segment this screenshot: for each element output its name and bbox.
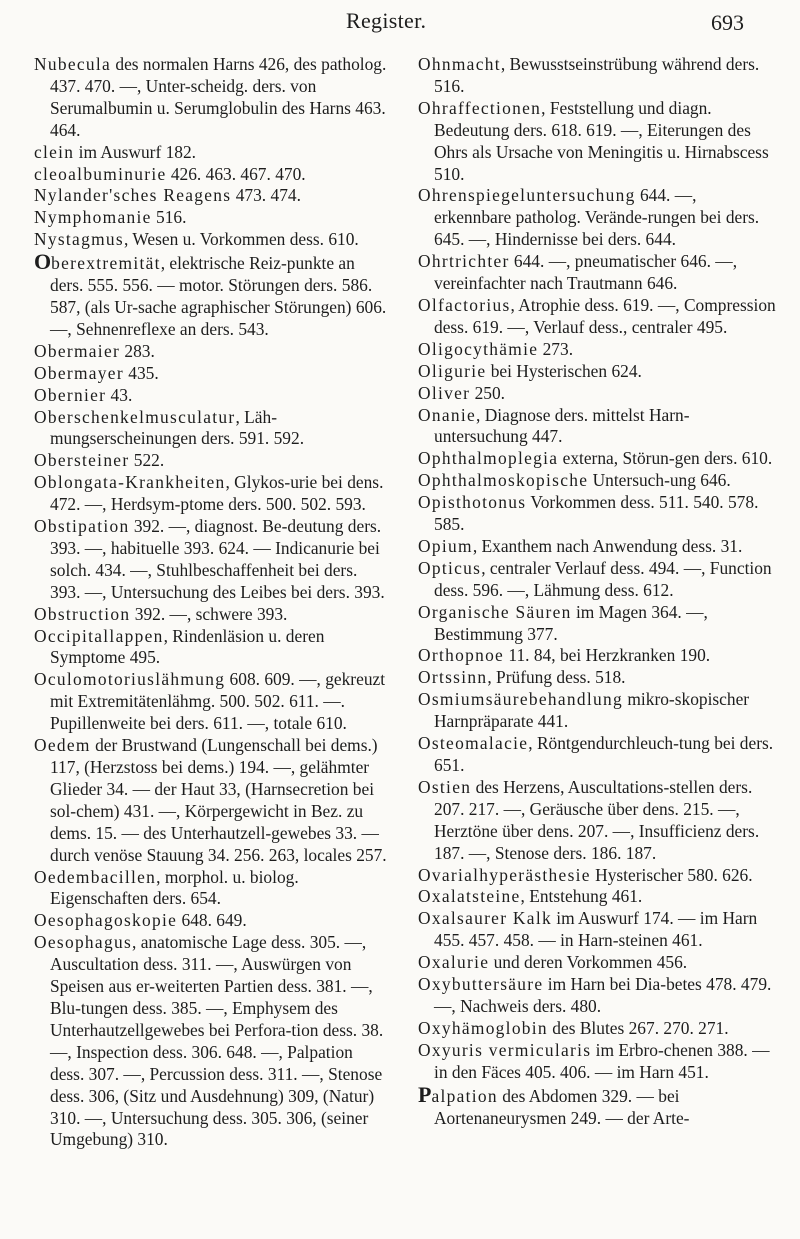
index-entry	[34, 341, 390, 363]
entry-headword: Oblongata-Krankheiten	[34, 472, 226, 493]
index-entry	[34, 735, 390, 866]
index-entry	[418, 974, 776, 1018]
entry-headword: Organische Säuren	[418, 601, 572, 622]
entry-headword: Ohrtrichter	[418, 251, 510, 272]
entry-headword: Obersteiner	[34, 450, 130, 471]
index-entry	[34, 407, 390, 451]
entry-headword: Oesophagoskopie	[34, 910, 178, 931]
entry-references: mikro-skopischer Harnpräparate 441.	[434, 689, 750, 732]
entry-references: , Wesen u. Vorkommen dess. 610.	[123, 229, 359, 250]
entry-references: des Abdomen 329. — bei Aortenaneurysmen 249. — der Arte-	[434, 1085, 690, 1128]
entry-references: der Brustwand (Lungenschall bei dems.) 117, (Herzstoss bei dems.) 194. —, gelähmter Glieder 34. — der Haut 33, (Harnsecretion bei sol-chem) 431. —, Körpergewicht in Bez. zu dems. 15. — des Unterhautzell-gewebes 33. — durch venöse Stauung 34. 256. 263, locales 257.	[50, 735, 387, 865]
entry-headword: Oxyhämoglobin	[418, 1017, 548, 1038]
entry-references: 648. 649.	[177, 910, 247, 931]
section-initial: O	[34, 249, 52, 275]
entry-headword: Nystagmus	[34, 229, 124, 250]
entry-references: , centraler Verlauf dess. 494. —, Function dess. 596. —, Lähmung dess. 612.	[434, 557, 772, 600]
index-entry	[34, 669, 390, 735]
entry-references: , Läh-mungserscheinungen ders. 591. 592.	[50, 406, 305, 449]
entry-headword: Opium	[418, 535, 473, 556]
entry-headword: Obernier	[34, 384, 107, 405]
page-header	[0, 8, 800, 48]
left-column	[34, 54, 390, 1151]
index-entry	[34, 229, 390, 251]
entry-headword: Ohraffectionen	[418, 97, 542, 118]
index-entry	[34, 251, 390, 341]
entry-headword: Oxyuris vermicularis	[418, 1039, 592, 1060]
entry-references: des normalen Harns 426, des patholog. 437. 470. —, Unter-scheidg. ders. von Serumalbumin u. Serumglobulin des Harns 463. 464.	[50, 54, 387, 140]
entry-references: 608. 609. —, gekreuzt mit Extremitätenlähmg. 500. 502. 611. —. Pupillenweite bei ders. 611. —, totale 610.	[50, 669, 386, 734]
entry-references: , Exanthem nach Anwendung dess. 31.	[472, 535, 743, 556]
entry-references: , morphol. u. biolog. Eigenschaften ders. 654.	[50, 866, 299, 909]
entry-headword: Orthopnoe	[418, 645, 505, 666]
entry-headword: Occipitallappen	[34, 625, 164, 646]
entry-references: Untersuch-ung 646.	[588, 470, 731, 491]
entry-headword: Oxalurie	[418, 952, 490, 973]
entry-headword: Ovarialhyperästhesie	[418, 864, 591, 885]
entry-headword: Ohrenspiegeluntersuchung	[418, 185, 636, 206]
entry-references: des Blutes 267. 270. 271.	[547, 1017, 729, 1038]
entry-references: 644. —, pneumatischer 646. —, vereinfachter nach Trautmann 646.	[434, 251, 738, 294]
entry-headword: Obstruction	[34, 603, 131, 624]
entry-headword: Oligurie	[418, 360, 487, 381]
entry-references: im Auswurf 174. — im Harn 455. 457. 458. — in Harn-steinen 461.	[434, 908, 758, 951]
entry-headword: Ohnmacht	[418, 54, 501, 74]
entry-references: , Diagnose ders. mittelst Harn-untersuchung 447.	[434, 404, 690, 447]
entry-references: 273.	[538, 338, 574, 359]
entry-references: , anatomische Lage dess. 305. —, Auscultation dess. 311. —, Auswürgen von Speisen aus er-weiterten Partien dess. 381. —, Blu-tungen dess. 385. —, Emphysem des Unterhautzellgewebes bei Perfora-tion dess. 38. —, Inspection dess. 306. 648. —, Palpation dess. 307. —, Percussion dess. 311. —, Stenose dess. 306, (Sitz und Ausdehnung) 309, (Natur) 310. —, Untersuchung dess. 305. 306, (seiner Umgebung) 310.	[50, 932, 384, 1150]
index-entry	[418, 361, 776, 383]
entry-references: 43.	[106, 384, 133, 405]
index-entry	[418, 645, 776, 667]
entry-headword: Opticus	[418, 557, 482, 578]
entry-headword: Ortssinn	[418, 667, 488, 688]
index-entry	[34, 910, 390, 932]
entry-headword: Obermayer	[34, 362, 124, 383]
entry-headword: Ostien	[418, 776, 472, 797]
entry-headword: Ophthalmoskopische	[418, 470, 589, 491]
index-entry	[418, 383, 776, 405]
entry-headword: Obstipation	[34, 516, 130, 537]
entry-headword: Nubecula	[34, 54, 112, 74]
entry-headword: Onanie	[418, 404, 477, 425]
entry-headword: Olfactorius	[418, 294, 511, 315]
index-entry	[418, 886, 776, 908]
entry-references: 435.	[123, 362, 159, 383]
entry-references: 283.	[120, 340, 155, 361]
entry-references: , elektrische Reiz-punkte an ders. 555. 556. — motor. Störungen ders. 586. 587, (als Ur-sache agraphischer Störungen) 606. —, Sehnenreflexe an ders. 543.	[50, 253, 387, 339]
index-entry	[418, 952, 776, 974]
entry-headword: Oedem	[34, 735, 91, 756]
entry-references: 250.	[470, 382, 506, 403]
running-title: Register.	[346, 8, 427, 33]
index-entry	[34, 626, 390, 670]
index-entry	[418, 251, 776, 295]
index-entry	[418, 908, 776, 952]
index-entry	[418, 98, 776, 186]
entry-references: Hysterischer 580. 626.	[590, 864, 753, 885]
index-entry	[34, 164, 390, 186]
index-entry	[418, 1018, 776, 1040]
index-entry	[418, 558, 776, 602]
index-entry	[34, 516, 390, 604]
entry-headword: Oxalsaurer Kalk	[418, 908, 552, 929]
entry-references: 392. —, diagnost. Be-deutung ders. 393. —, habituelle 393. 624. — Indicanurie bei solch. 434. —, Stuhlbeschaffenheit bei ders. 393. —, Untersuchung des Leibes bei ders. 393.	[50, 516, 385, 602]
index-entry	[418, 777, 776, 865]
index-entry	[418, 689, 776, 733]
entry-headword: Oligocythämie	[418, 338, 539, 359]
entry-headword: Oliver	[418, 382, 471, 403]
entry-headword: cleoalbuminurie	[34, 163, 167, 184]
index-entry	[418, 185, 776, 251]
entry-headword: Obermaier	[34, 340, 121, 361]
entry-references: des Herzens, Auscultations-stellen ders. 207. 217. —, Geräusche über dens. 215. —, Herztöne über dens. 207. —, Insufficienz ders. 187. —, Stenose ders. 186. 187.	[434, 776, 760, 863]
entry-references: bei Hysterischen 624.	[486, 360, 642, 381]
entry-headword: Osmiumsäurebehandlung	[418, 689, 624, 710]
index-entry	[418, 865, 776, 887]
index-entry	[34, 185, 390, 207]
index-entry	[418, 470, 776, 492]
index-entry	[418, 1040, 776, 1084]
entry-references: im Auswurf 182.	[74, 141, 197, 162]
page-number: 693	[711, 10, 744, 35]
entry-headword: Osteomalacie	[418, 733, 529, 754]
index-entry	[34, 363, 390, 385]
index-entry	[34, 142, 390, 164]
entry-headword: Oberschenkelmusculatur	[34, 406, 236, 427]
entry-references: , Bewusstseinstrübung während ders. 516.	[434, 54, 760, 96]
index-entry	[34, 472, 390, 516]
index-entry	[418, 1081, 776, 1130]
entry-headword: Oxalatsteine	[418, 886, 521, 907]
entry-references: 392. —, schwere 393.	[130, 603, 288, 624]
entry-references: Vorkommen dess. 511. 540. 578. 585.	[434, 492, 759, 535]
entry-references: im Magen 364. —, Bestimmung 377.	[434, 601, 708, 644]
entry-headword: Oesophagus	[34, 932, 133, 953]
entry-references: , Prüfung dess. 518.	[487, 667, 626, 688]
entry-headword: Ophthalmoplegia	[418, 448, 559, 469]
entry-headword: Nymphomanie	[34, 207, 152, 228]
entry-references: externa, Störun-gen ders. 610.	[558, 448, 773, 469]
entry-headword: Opisthotonus	[418, 492, 527, 513]
entry-headword: berextremität	[51, 253, 161, 274]
index-entry	[418, 733, 776, 777]
index-entry	[418, 667, 776, 689]
entry-references: , Atrophie dess. 619. —, Compression dess. 619. —, Verlauf dess., centraler 495.	[434, 294, 776, 337]
index-entry	[418, 405, 776, 449]
entry-references: 516.	[151, 207, 187, 228]
index-entry	[418, 295, 776, 339]
index-entry	[418, 536, 776, 558]
index-entry	[34, 932, 390, 1151]
entry-references: , Röntgendurchleuch-tung bei ders. 651.	[434, 733, 774, 775]
entry-headword: Oxybuttersäure	[418, 974, 544, 995]
index-entry	[34, 54, 390, 142]
entry-headword: clein	[34, 141, 75, 162]
entry-references: und deren Vorkommen 456.	[489, 952, 688, 973]
index-entry	[34, 450, 390, 472]
entry-references: , Glykos-urie bei dens. 472. —, Herdsym-ptome ders. 500. 502. 593.	[50, 472, 384, 515]
index-entry	[418, 602, 776, 646]
entry-headword: Oedembacillen	[34, 866, 157, 887]
entry-references: , Entstehung 461.	[520, 886, 643, 907]
right-column	[418, 54, 776, 1129]
entry-references: im Erbro-chenen 388. — in den Fäces 405. 406. — im Harn 451.	[434, 1039, 770, 1082]
index-entry	[34, 867, 390, 911]
entry-headword: alpation	[431, 1085, 498, 1106]
entry-headword: Oculomotoriuslähmung	[34, 669, 226, 690]
entry-references: 473. 474.	[231, 185, 301, 206]
index-entry	[418, 492, 776, 536]
entry-references: 426. 463. 467. 470.	[166, 163, 306, 184]
entry-references: 11. 84, bei Herzkranken 190.	[504, 645, 711, 666]
entry-headword: Nylander'sches Reagens	[34, 185, 232, 206]
index-entry	[418, 339, 776, 361]
section-initial: P	[418, 1081, 432, 1107]
entry-references: , Feststellung und diagn. Bedeutung ders. 618. 619. —, Eiterungen des Ohrs als Ursache von Meningitis u. Hirnabscess 510.	[434, 97, 769, 184]
index-entry	[34, 207, 390, 229]
entry-references: 644. —, erkennbare patholog. Verände-rungen bei ders. 645. —, Hindernisse bei ders. 644.	[434, 185, 760, 250]
index-entry	[34, 385, 390, 407]
entry-references: , Rindenläsion u. deren Symptome 495.	[50, 625, 325, 668]
index-entry	[418, 54, 776, 98]
index-entry	[418, 448, 776, 470]
index-entry	[34, 604, 390, 626]
entry-references: 522.	[129, 450, 165, 471]
entry-references: im Harn bei Dia-betes 478. 479. —, Nachweis ders. 480.	[434, 974, 772, 1016]
